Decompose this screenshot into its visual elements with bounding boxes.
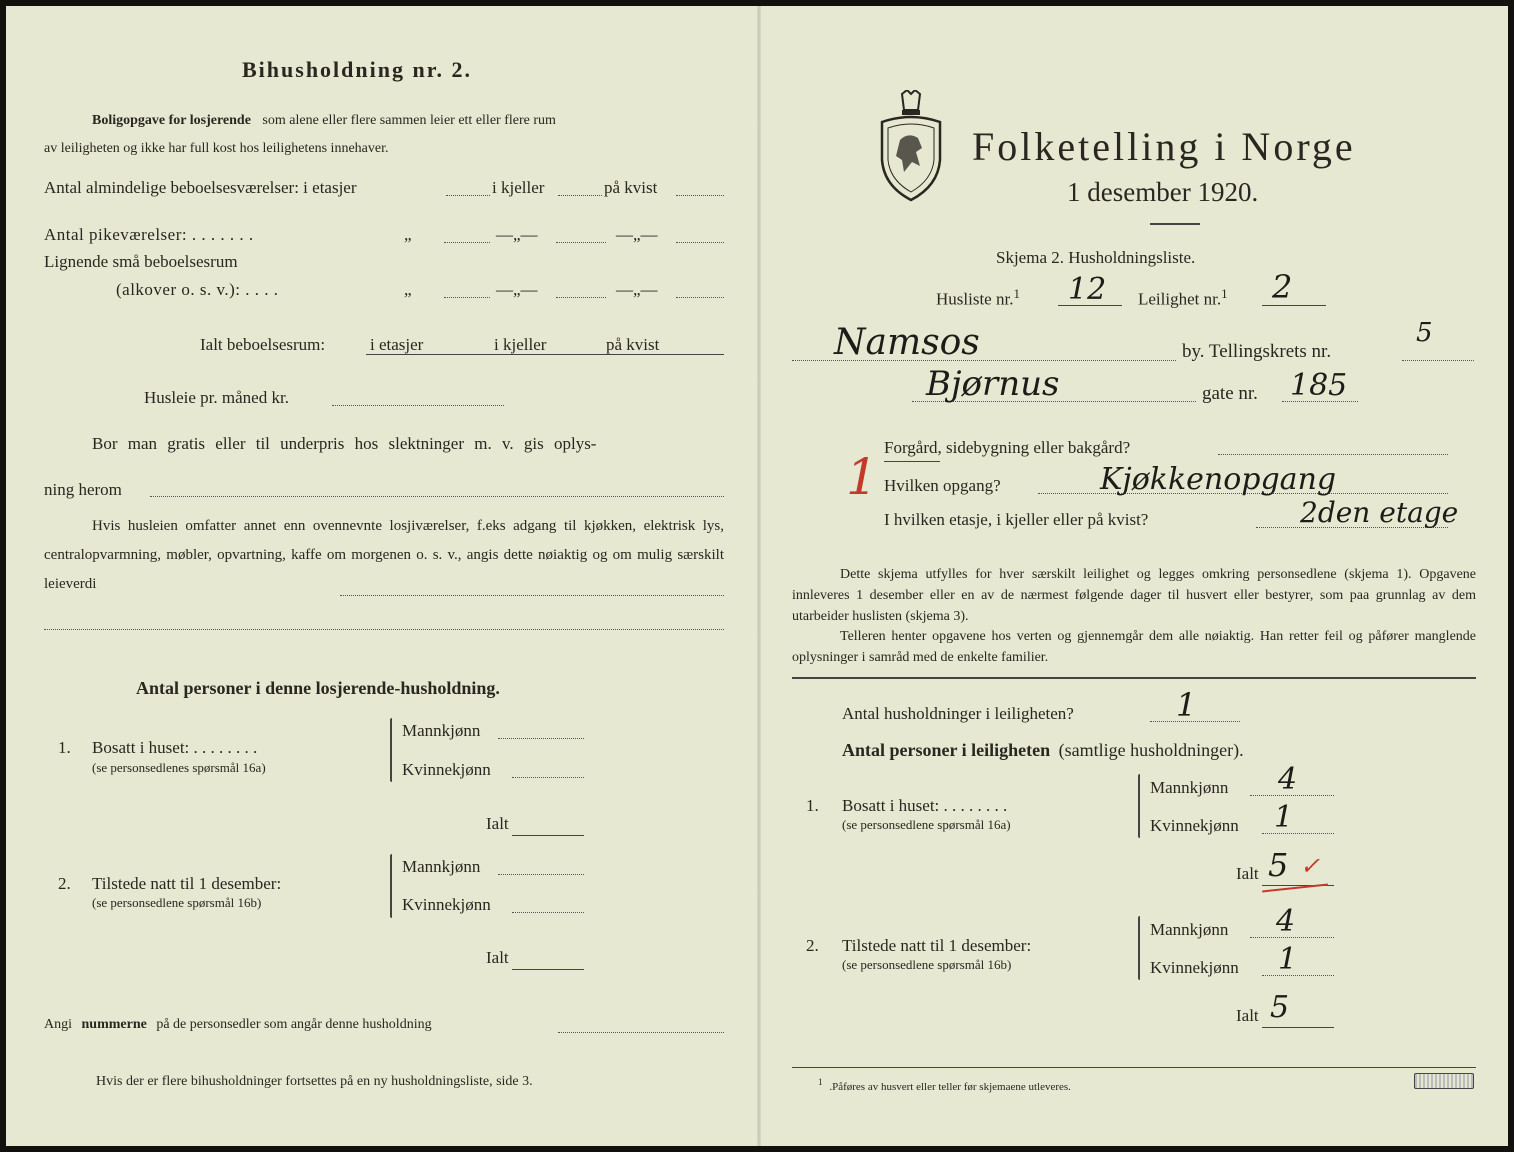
forgaard-field[interactable] [1218, 453, 1448, 455]
lignende-label-2: (alkover o. s. v.): . . . . [116, 280, 279, 299]
forgaard-mark: 1 [846, 448, 878, 506]
left-bosatt-sub: (se personsedlenes spørsmål 16a) [92, 760, 266, 775]
left-tilstede-kvinne-field[interactable] [512, 911, 584, 913]
forgaard-underline [884, 460, 940, 462]
right-persons-title [842, 740, 1244, 760]
right-bosatt-ialt-value: 5 [1268, 846, 1289, 884]
telleren-paragraph-text: Telleren henter opgavene hos verten og gjennemgår dem alle nøiaktig. Han retter feil og påfører manglende oplysninger i samråd med de enkelte familier. [792, 629, 1476, 665]
leilighet-label-text: Leilighet nr. [1138, 289, 1222, 309]
lignende-ditto-2: —„— [496, 280, 538, 299]
left-tilstede-label: Tilstede natt til 1 desember: [92, 874, 282, 893]
right-title: Folketelling i Norge [972, 124, 1356, 169]
krets-value: 5 [1416, 318, 1433, 348]
left-title: Bihusholdning nr. 2. [242, 57, 472, 82]
ning-herom-field[interactable] [150, 495, 724, 497]
left-bosatt-mann-field[interactable] [498, 737, 584, 739]
husleie-label: Husleie pr. måned kr. [144, 388, 289, 407]
right-tilstede-kvinne-field[interactable] [1262, 974, 1334, 976]
hvis-paragraph [44, 512, 724, 599]
right-persons-title-rest: (samtlige husholdninger). [1058, 740, 1244, 760]
angi-line [44, 1016, 432, 1034]
rooms-line-label: Antal almindelige beboelsesværelser: i etasjer [44, 178, 357, 197]
bor-man-text: Bor man gratis eller til underpris hos slektninger m. v. gis oplys- [92, 434, 597, 453]
left-tilstede-mann-label: Mannkjønn [402, 857, 481, 876]
etasje-label: I hvilken etasje, i kjeller eller på kvist? [884, 510, 1149, 529]
footnote-text: .Påføres av husvert eller teller før skjemaene utleveres. [829, 1080, 1071, 1093]
husliste-label-text: Husliste nr. [936, 289, 1014, 309]
lignende-kvist-field[interactable] [676, 296, 724, 298]
rooms-kjeller-field[interactable] [558, 194, 602, 196]
right-tilstede-brace [1138, 916, 1140, 980]
right-tilstede-kvinne-value: 1 [1278, 942, 1298, 977]
lignende-kjeller-field[interactable] [556, 296, 606, 298]
angi-field[interactable] [558, 1031, 724, 1033]
angi-text-1: Angi [44, 1017, 72, 1032]
left-bosatt-ialt-label: Ialt [486, 814, 509, 833]
ning-herom-label: ning herom [44, 480, 122, 499]
right-bosatt-mann-value: 4 [1278, 762, 1298, 797]
right-date: 1 desember 1920. [1067, 177, 1259, 207]
pike-kjeller-field[interactable] [556, 241, 606, 243]
right-bosatt-label: Bosatt i huset: . . . . . . . . [842, 796, 1008, 815]
page-fold [757, 6, 761, 1146]
left-intro-line2: av leiligheten og ikke har full kost hos leilighetens innehaver. [44, 141, 389, 156]
lignende-label-1: Lignende små beboelsesrum [44, 252, 238, 271]
pike-kvist-field[interactable] [676, 241, 724, 243]
left-intro-rest: som alene eller flere sammen leier ett eller flere rum [262, 113, 556, 128]
rooms-etasjer-field[interactable] [446, 194, 490, 196]
footnote-num: 1 [818, 1077, 823, 1087]
rooms-kjeller-label: i kjeller [492, 178, 545, 197]
left-bosatt-brace [390, 718, 392, 782]
left-tilstede-mann-field[interactable] [498, 873, 584, 875]
footnote-rule [792, 1066, 1476, 1068]
right-tilstede-ialt-field[interactable] [1262, 1026, 1334, 1028]
right-tilstede-kvinne-label: Kvinnekjønn [1150, 958, 1239, 977]
right-bosatt-ialt-check: ✓ [1300, 852, 1321, 880]
right-bosatt-mann-label: Mannkjønn [1150, 778, 1229, 797]
rooms-kvist-field[interactable] [676, 194, 724, 196]
left-bosatt-mann-label: Mannkjønn [402, 721, 481, 740]
husliste-label [936, 286, 1020, 310]
husliste-sup: 1 [1013, 286, 1020, 301]
right-bosatt-num: 1. [806, 796, 819, 815]
right-tilstede-ialt-label: Ialt [1236, 1006, 1259, 1025]
right-tilstede-sub: (se personsedlene spørsmål 16b) [842, 957, 1012, 972]
forgaard-label: Forgård, sidebygning eller bakgård? [884, 438, 1131, 457]
leilighet-value: 2 [1272, 268, 1293, 306]
rooms-kvist-label: på kvist [604, 178, 658, 197]
right-tilstede-ialt-value: 5 [1270, 990, 1290, 1025]
right-bosatt-kvinne-value: 1 [1274, 800, 1294, 835]
right-bosatt-kvinne-field[interactable] [1262, 832, 1334, 834]
pike-label: Antal pikeværelser: . . . . . . . [44, 225, 254, 244]
footnote [818, 1074, 1071, 1095]
left-tilstede-brace [390, 854, 392, 918]
husholdninger-label: Antal husholdninger i leiligheten? [842, 704, 1074, 723]
right-bosatt-brace [1138, 774, 1140, 838]
left-bosatt-kvinne-field[interactable] [512, 776, 584, 778]
left-footer: Hvis der er flere bihusholdninger fortsettes på en ny husholdningsliste, side 3. [96, 1074, 533, 1089]
right-bosatt-kvinne-label: Kvinnekjønn [1150, 816, 1239, 835]
printer-stamp-icon [1414, 1073, 1474, 1089]
right-tilstede-mann-label: Mannkjønn [1150, 920, 1229, 939]
right-tilstede-label: Tilstede natt til 1 desember: [842, 936, 1032, 955]
hvis-paragraph-text: Hvis husleien omfatter annet enn ovennevnte losjiværelser, f.eks adgang til kjøkken, elektrisk lys, centralopvarmning, møbler, opvartning, kaffe om morgenen o. s. v., angis dette nøiaktig og om mulig særskilt leieverdi [44, 518, 724, 592]
instructions-rule [792, 676, 1476, 679]
right-tilstede-mann-value: 4 [1276, 904, 1296, 939]
left-bosatt-num: 1. [58, 738, 71, 757]
lignende-etasjer-field[interactable] [444, 296, 490, 298]
husliste-value: 12 [1068, 272, 1107, 307]
left-tilstede-ialt-label: Ialt [486, 948, 509, 967]
pike-ditto-2: —„— [496, 225, 538, 244]
ialt-rooms-label: Ialt beboelsesrum: [200, 335, 326, 354]
etasje-value: 2den etage [1300, 496, 1459, 529]
left-tilstede-sub: (se personsedlene spørsmål 16b) [92, 895, 262, 910]
angi-text-bold: nummerne [81, 1017, 147, 1032]
left-bosatt-label: Bosatt i huset: . . . . . . . . [92, 738, 258, 757]
gate-value: Bjørnus [926, 364, 1060, 404]
skjema-label: Skjema 2. Husholdningsliste. [996, 248, 1196, 267]
leilighet-label [1138, 286, 1228, 310]
right-persons-title-bold: Antal personer i leiligheten [842, 740, 1051, 760]
opgang-label: Hvilken opgang? [884, 476, 1001, 495]
pike-ditto-3: —„— [616, 225, 658, 244]
lignende-ditto-1: „ [404, 280, 412, 299]
right-tilstede-num: 2. [806, 936, 819, 955]
dette-paragraph-text: Dette skjema utfylles for hver særskilt leilighet og legges omkring personsedlene (skjema 1). Opgavene innleveres 1 desember eller en av de nærmest følgende dager til husvert eller bestyrer, som paa grunnlag av dem utarbeider huslisten (skjema 3). [792, 567, 1476, 624]
left-tilstede-ialt-field[interactable] [512, 968, 584, 970]
telleren-paragraph [792, 626, 1476, 668]
left-intro [92, 112, 556, 130]
right-bosatt-ialt-label: Ialt [1236, 864, 1259, 883]
left-bosatt-ialt-field[interactable] [512, 834, 584, 836]
hvis-field-2[interactable] [44, 628, 724, 630]
by-value: Namsos [834, 322, 980, 363]
ialt-kjeller-label: i kjeller [494, 335, 547, 354]
right-bosatt-sub: (se personsedlene spørsmål 16a) [842, 817, 1011, 832]
pike-ditto-1: „ [404, 225, 412, 244]
dette-paragraph [792, 564, 1476, 627]
gate-label: gate nr. [1202, 383, 1258, 404]
gate-nr-value: 185 [1290, 368, 1348, 403]
leilighet-sup: 1 [1221, 286, 1228, 301]
husleie-field[interactable] [332, 404, 504, 406]
husholdninger-value: 1 [1176, 686, 1197, 724]
ialt-etasjer-label: i etasjer [370, 335, 424, 354]
left-tilstede-num: 2. [58, 874, 71, 893]
angi-text-2: på de personsedler som angår denne husholdning [156, 1017, 432, 1032]
pike-etasjer-field[interactable] [444, 241, 490, 243]
left-bosatt-kvinne-label: Kvinnekjønn [402, 760, 491, 779]
left-intro-bold: Boligopgave for losjerende [92, 113, 251, 128]
left-persons-title: Antal personer i denne losjerende-husholdning. [136, 678, 500, 698]
by-label: by. Tellingskrets nr. [1182, 341, 1332, 362]
opgang-value: Kjøkkenopgang [1100, 462, 1337, 497]
hvis-field-1[interactable] [340, 594, 724, 596]
coat-of-arms-icon [878, 90, 944, 204]
left-tilstede-kvinne-label: Kvinnekjønn [402, 895, 491, 914]
lignende-ditto-3: —„— [616, 280, 658, 299]
krets-field[interactable] [1402, 359, 1474, 361]
ialt-kvist-label: på kvist [606, 335, 660, 354]
title-rule [1150, 222, 1200, 225]
